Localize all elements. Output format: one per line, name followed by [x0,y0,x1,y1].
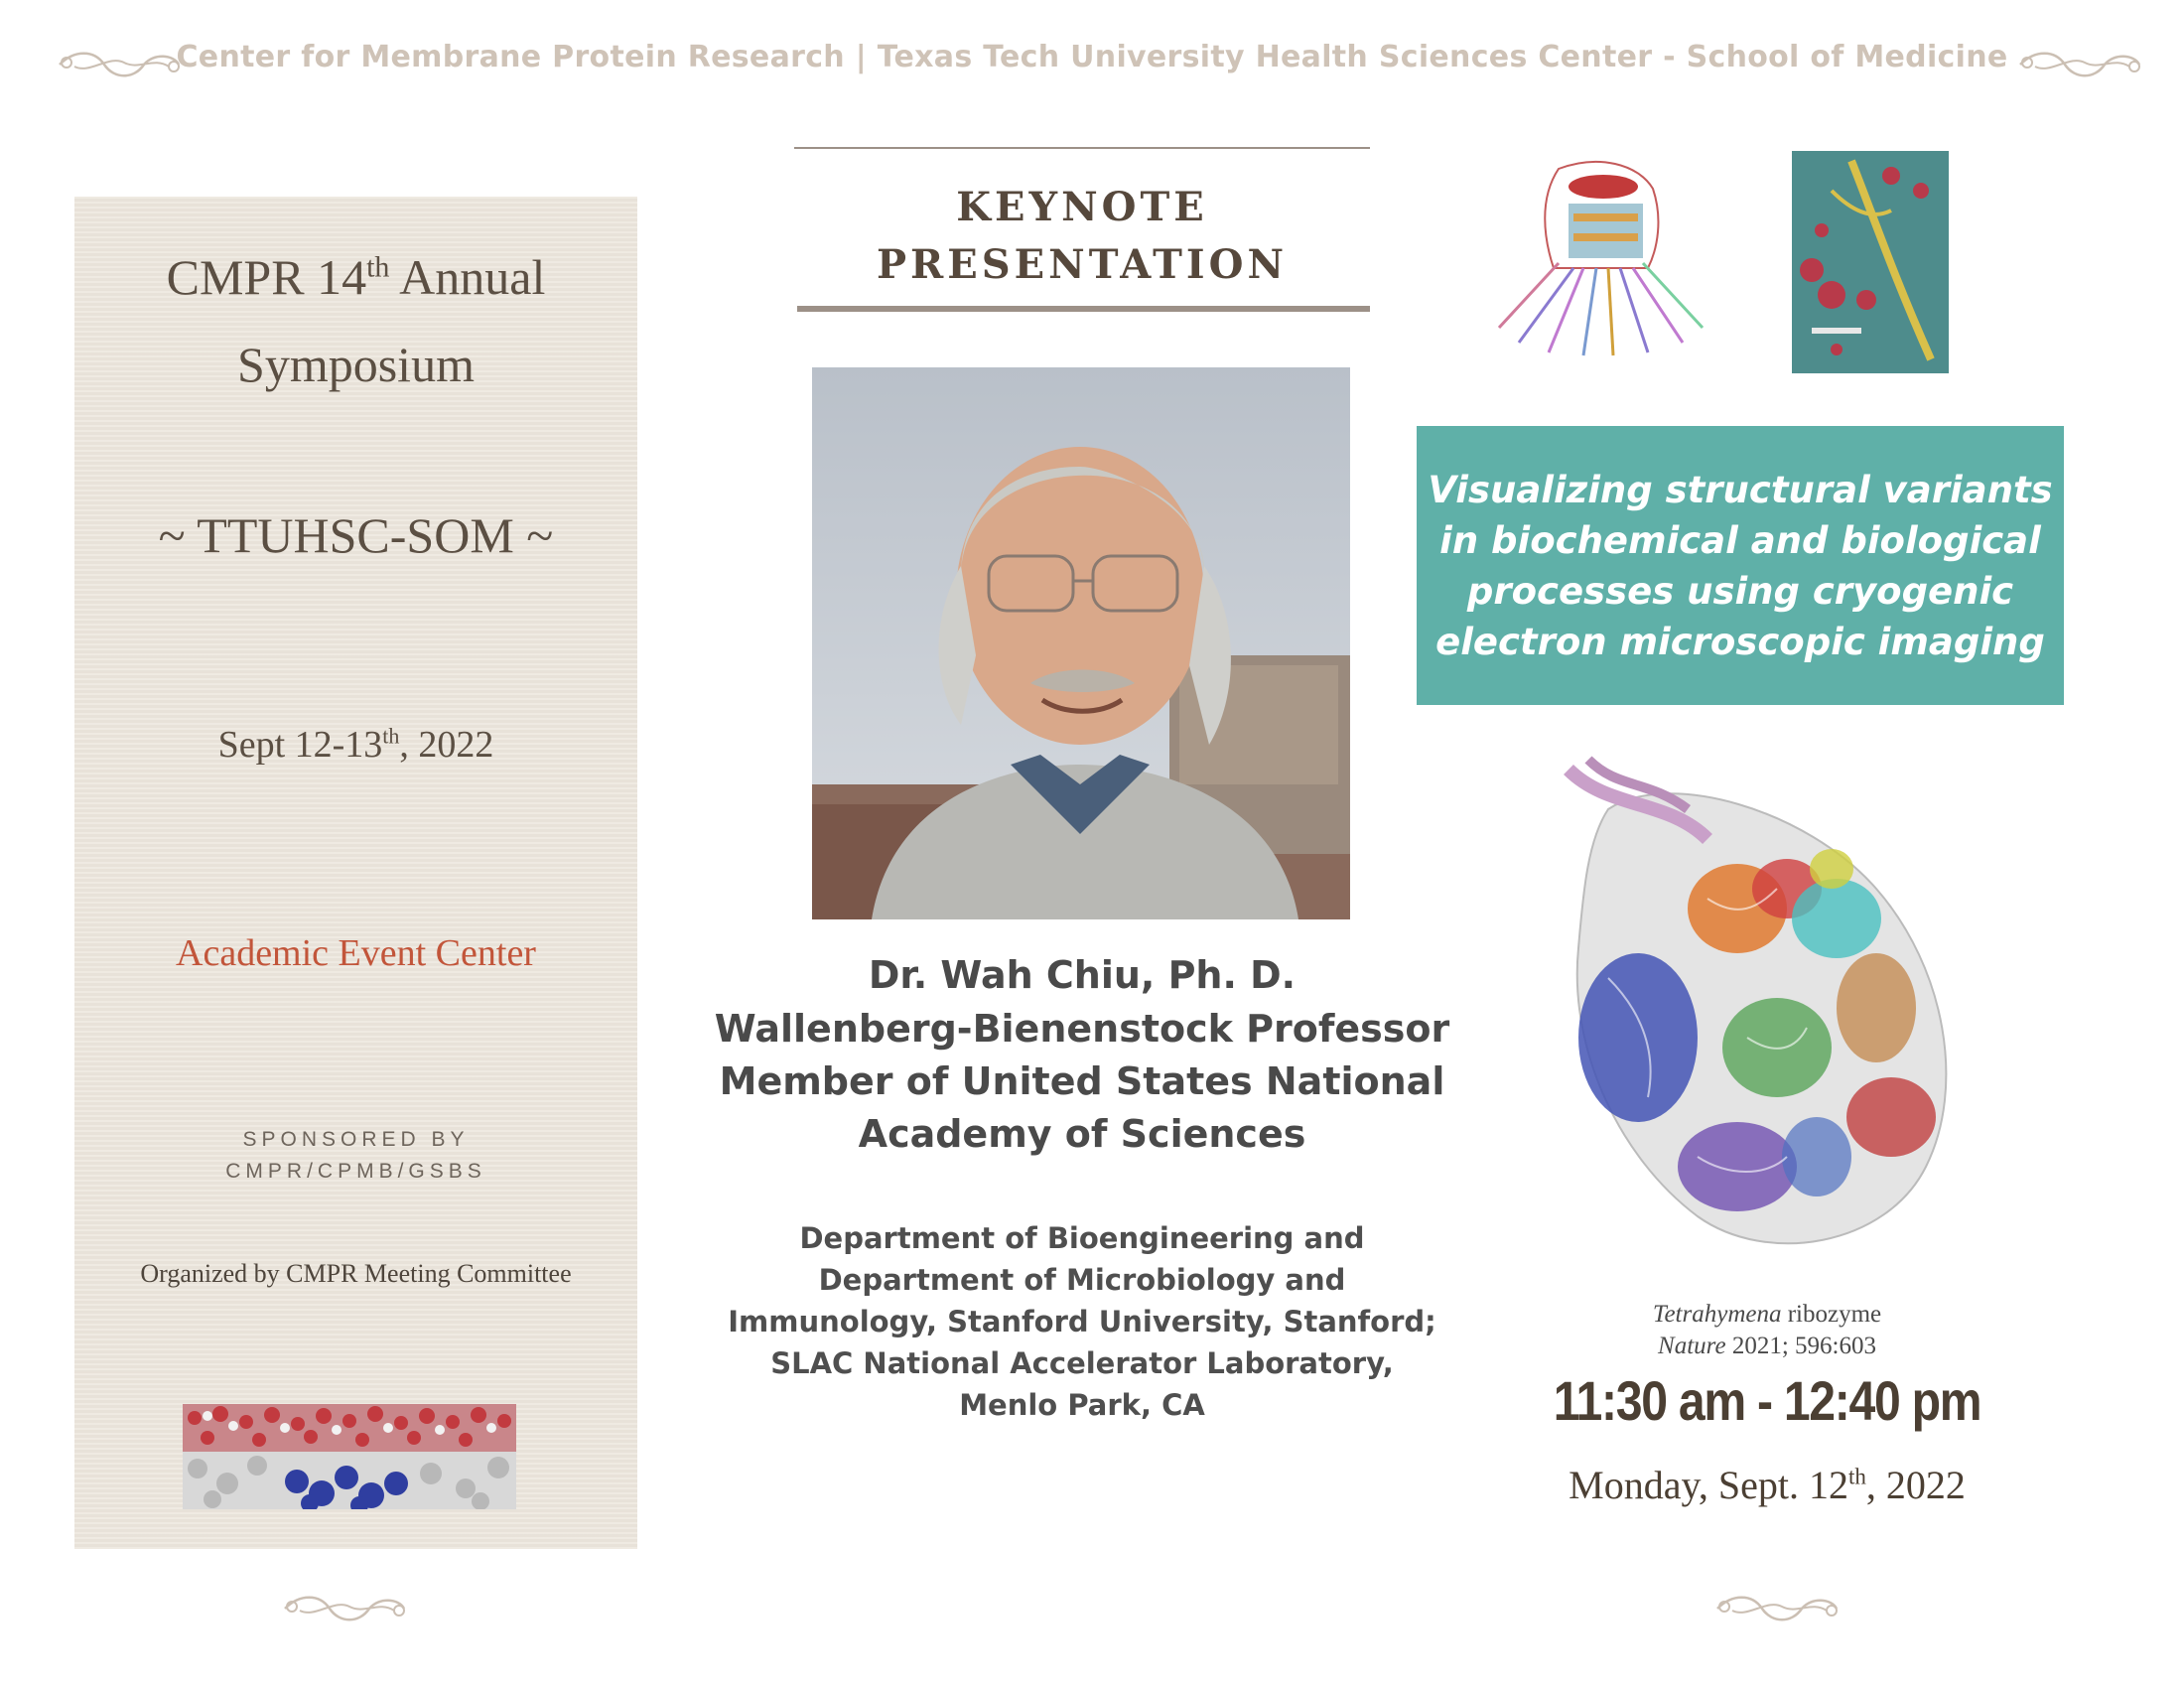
symposium-dates: Sept 12-13th, 2022 [217,723,494,766]
bottom-divider [797,306,1370,312]
membrane-structure-image [183,1404,516,1509]
cryo-em-structure-image [1489,159,1712,357]
cryo-tomogram-image [1792,151,1949,373]
sponsored-by-label: SPONSORED BY [242,1128,470,1151]
talk-title-box [1417,426,2064,705]
talk-date: Monday, Sept. 12th, 2022 [1569,1463,1966,1507]
speaker-honor-line2: Academy of Sciences [858,1112,1306,1156]
speaker-title: Wallenberg-Bienenstock Professor [714,1007,1450,1051]
venue-name: Academic Event Center [176,932,536,974]
ribozyme-structure-image [1549,750,1985,1266]
affiliation-line: Department of Bioengineering and [799,1221,1365,1255]
flourish-ornament-icon [1712,1589,1842,1628]
figure-caption: Tetrahymena ribozyme [1652,1301,1882,1328]
affiliation-line: Department of Microbiology and [818,1263,1346,1297]
talk-title-line: Visualizing structural variants [1428,468,2053,511]
affiliation-line: Menlo Park, CA [959,1388,1205,1422]
talk-title-line: in biochemical and biological [1439,518,2041,562]
speaker-honor-line1: Member of United States National [719,1059,1445,1103]
organized-by: Organized by CMPR Meeting Committee [140,1259,572,1288]
presentation-label: PRESENTATION [876,241,1289,288]
talk-title-line: electron microscopic imaging [1435,620,2045,663]
header-title: Center for Membrane Protein Research | Texas Tech University Health Sciences Center - School of Medicine [176,40,2008,74]
flourish-ornament-icon [280,1589,409,1628]
affiliation-line: Immunology, Stanford University, Stanford; [728,1305,1436,1338]
flourish-ornament-icon [2015,45,2144,84]
top-divider [794,147,1370,149]
symposium-title: CMPR 14th Annual [166,249,546,305]
organization-short-name: ~ TTUHSC-SOM ~ [158,507,554,563]
affiliation-line: SLAC National Accelerator Laboratory, [770,1346,1394,1380]
talk-time: 11:30 am - 12:40 pm [1553,1369,1981,1432]
speaker-name: Dr. Wah Chiu, Ph. D. [868,953,1297,997]
speaker-photo [812,367,1350,919]
sponsors-list: CMPR/CPMB/GSBS [225,1160,486,1183]
talk-title-line: processes using cryogenic [1466,569,2014,613]
symposium-title-line2: Symposium [237,337,475,392]
figure-citation: Nature 2021; 596:603 [1658,1333,1876,1359]
symposium-info-panel [74,197,637,1549]
keynote-label: KEYNOTE [956,184,1208,230]
